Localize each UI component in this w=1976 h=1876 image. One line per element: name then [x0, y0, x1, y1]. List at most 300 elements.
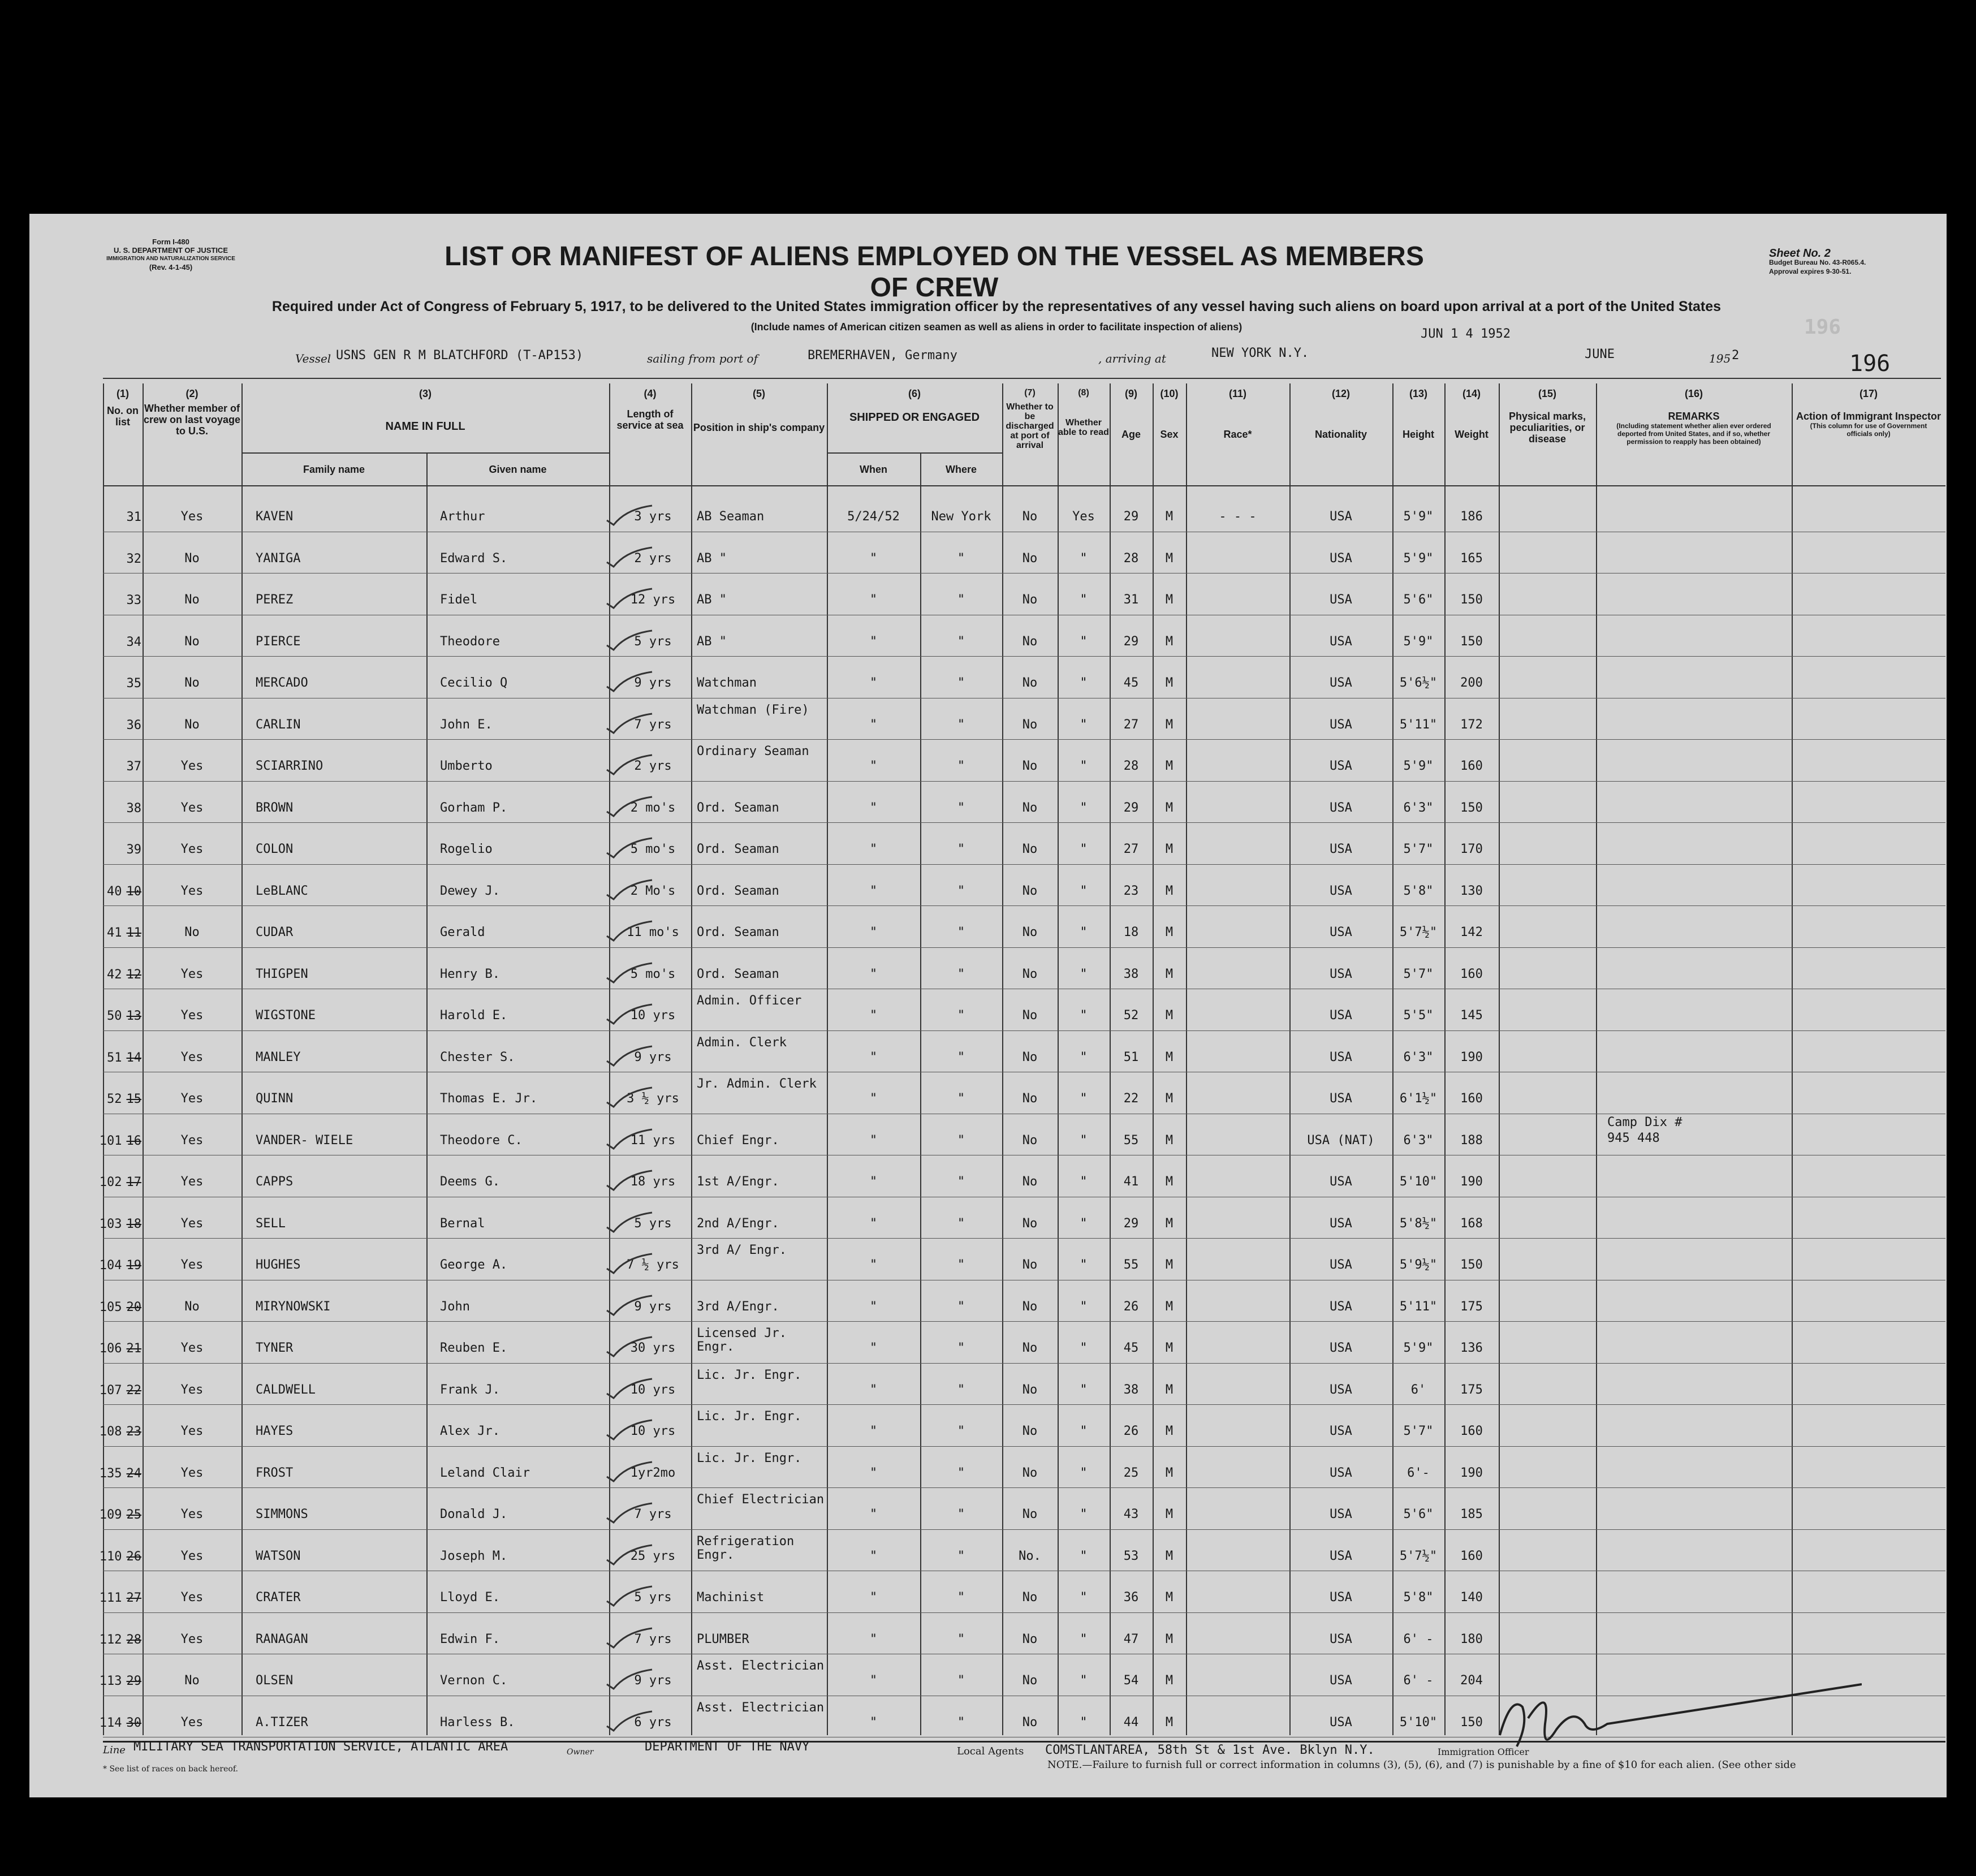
cell-where: " [957, 1175, 965, 1189]
cell-position: Lic. Jr. Engr. [697, 1409, 802, 1424]
page-title: LIST OR MANIFEST OF ALIENS EMPLOYED ON THE VESSEL AS MEMBERS OF CREW [445, 241, 1424, 303]
cell-position: 2nd A/Engr. [697, 1216, 779, 1231]
date-stamp: JUN 1 4 1952 [1421, 327, 1511, 341]
header-service [609, 388, 691, 431]
cell-age: 25 [1123, 1465, 1139, 1480]
header-shipped-label: SHIPPED OR ENGAGED [849, 411, 980, 424]
cell-when: " [869, 1175, 878, 1189]
table-row [99, 1614, 1945, 1655]
header-nationality [1289, 388, 1392, 440]
cell-where: " [957, 1590, 965, 1605]
cell-given: Frank J. [440, 1382, 500, 1397]
cell-when: " [869, 800, 878, 815]
header-action [1792, 388, 1945, 438]
cell-when: " [869, 1507, 878, 1521]
cell-family: SELL [256, 1216, 286, 1231]
cell-when: " [869, 842, 878, 856]
cell-number [98, 1508, 141, 1522]
cell-alt-number: 101 [99, 1133, 122, 1148]
cell-list-number: 38 [126, 801, 141, 816]
header-when: When [860, 464, 887, 475]
cell-crew: Yes [180, 1092, 204, 1106]
cell-when: " [869, 717, 878, 732]
header-physical [1499, 388, 1596, 445]
cell-list-number: 39 [126, 843, 141, 857]
table-row [103, 1032, 1945, 1073]
cell-given: Joseph M. [440, 1549, 508, 1563]
fine-note: NOTE.—Failure to furnish full or correct information in columns (3), (5), (6), and (7) is punishable by a fine of $10 for each alien. (See other side [1047, 1759, 1796, 1771]
cell-weight: 140 [1460, 1590, 1483, 1605]
cell-list-number: 33 [126, 593, 141, 607]
cell-crew: Yes [180, 1216, 204, 1231]
table-row [103, 990, 1945, 1032]
cell-number [98, 1674, 141, 1688]
cell-family: CALDWELL [256, 1382, 316, 1397]
cell-alt-number: 41 [107, 926, 122, 940]
cell-position: Jr. Admin. Clerk [697, 1077, 817, 1091]
check-mark-icon [603, 1002, 654, 1025]
cell-when: " [869, 1549, 878, 1563]
cell-crew: Yes [180, 1341, 204, 1355]
cell-read: " [1080, 925, 1088, 939]
cell-height: 5'9" [1403, 634, 1434, 649]
cell-when: " [869, 925, 878, 939]
cell-service: 9 yrs [634, 1674, 672, 1688]
cell-weight: 168 [1460, 1216, 1483, 1231]
cell-age: 54 [1123, 1674, 1139, 1688]
table-row [103, 491, 1945, 533]
check-mark-icon [603, 628, 654, 651]
cell-height: 5'8½" [1399, 1216, 1438, 1231]
cell-given: Chester S. [440, 1050, 515, 1064]
cell-service: 1yr2mo [630, 1465, 676, 1480]
cell-age: 26 [1123, 1299, 1139, 1314]
cell-given: Bernal [440, 1216, 485, 1231]
header-action-label: Action of Immigrant Inspector [1796, 411, 1942, 422]
cell-where: " [957, 1341, 965, 1355]
check-stroke [607, 1296, 652, 1315]
cell-read: " [1080, 1590, 1088, 1605]
cell-disch: No [1022, 1590, 1038, 1605]
cell-age: 27 [1123, 842, 1139, 856]
cell-age: 44 [1123, 1715, 1139, 1730]
cell-read: " [1080, 1299, 1088, 1314]
cell-family: SCIARRINO [256, 759, 323, 773]
table-row [103, 616, 1945, 658]
cell-height: 5'10" [1399, 1175, 1438, 1189]
cell-service: 7 ½ yrs [627, 1258, 679, 1272]
cell-given: Gerald [440, 925, 485, 939]
table-row [99, 1405, 1945, 1447]
cell-list-number: 34 [126, 635, 141, 649]
header-age [1110, 388, 1153, 440]
cell-position: 3rd A/Engr. [697, 1299, 779, 1314]
cell-service: 9 yrs [634, 676, 672, 690]
header-remarks-label: REMARKS [1668, 411, 1720, 422]
arriving-label: , arriving at [1098, 352, 1166, 365]
line-value: MILITARY SEA TRANSPORTATION SERVICE, ATLANTIC AREA [133, 1740, 508, 1754]
sheet-number: Sheet No. 2 [1769, 247, 1831, 260]
cell-number [98, 1633, 141, 1647]
cell-nat: USA [1330, 1382, 1352, 1397]
cell-age: 23 [1123, 883, 1139, 898]
vessel-label: Vessel [295, 352, 331, 365]
cell-service: 11 mo's [627, 925, 679, 939]
cell-nat: USA [1330, 634, 1352, 649]
check-stroke [607, 963, 652, 982]
cell-nat: USA [1330, 800, 1352, 815]
check-mark-icon [603, 1044, 654, 1067]
cell-given: Theodore [440, 634, 500, 649]
table-row [103, 782, 1945, 824]
table-row [103, 948, 1945, 990]
cell-disch: No [1022, 1507, 1038, 1521]
cell-nat: USA [1330, 842, 1352, 856]
cell-disch: No [1022, 1175, 1038, 1189]
header-no-label: No. on list [107, 405, 139, 428]
cell-alt-number: 135 [99, 1466, 122, 1481]
cell-given: Alex Jr. [440, 1424, 500, 1438]
cell-service: 2 Mo's [630, 883, 676, 898]
cell-remarks: Camp Dix # 945 448 [1607, 1115, 1682, 1145]
cell-list-number: 25 [126, 1508, 141, 1522]
table-row [103, 907, 1945, 948]
cell-weight: 160 [1460, 1424, 1483, 1438]
cell-when: " [869, 1258, 878, 1272]
cell-list-number: 31 [126, 510, 141, 524]
cell-nat: USA [1330, 759, 1352, 773]
header-weight-label: Weight [1455, 429, 1489, 440]
row-rule [103, 1487, 1945, 1488]
check-mark-icon [603, 753, 654, 775]
cell-read: " [1080, 1382, 1088, 1397]
cell-alt-number: 114 [99, 1715, 122, 1730]
cell-age: 22 [1123, 1092, 1139, 1106]
cell-age: 36 [1123, 1590, 1139, 1605]
cell-number [98, 1051, 141, 1065]
cell-position: Admin. Officer [697, 994, 802, 1008]
cell-disch: No [1022, 1008, 1038, 1023]
cell-list-number: 26 [126, 1549, 141, 1564]
cell-height: 6'- [1407, 1465, 1430, 1480]
cell-where: " [957, 1465, 965, 1480]
header-sex-label: Sex [1160, 429, 1179, 440]
cell-height: 5'6½" [1399, 676, 1438, 690]
port-to: NEW YORK N.Y. [1211, 346, 1309, 360]
cell-position: Ord. Seaman [697, 967, 779, 981]
cell-weight: 175 [1460, 1299, 1483, 1314]
cell-nat: USA (NAT) [1307, 1133, 1375, 1148]
cell-position: AB Seaman [697, 510, 765, 524]
header-name-label: NAME IN FULL [385, 420, 465, 433]
cell-sex: M [1165, 800, 1173, 815]
check-stroke [607, 1004, 652, 1024]
cell-age: 28 [1123, 759, 1139, 773]
cell-position: Ord. Seaman [697, 842, 779, 856]
cell-service: 5 yrs [634, 634, 672, 649]
cell-family: A.TIZER [256, 1715, 308, 1730]
cell-weight: 150 [1460, 593, 1483, 607]
header-nationality-num: (12) [1331, 388, 1350, 399]
cell-disch: No. [1019, 1549, 1041, 1563]
cell-height: 6'3" [1403, 1050, 1434, 1064]
subtitle-note: (Include names of American citizen seamen as well as aliens in order to facilitate inspection of aliens) [750, 321, 1242, 333]
cell-crew: No [184, 593, 200, 607]
row-rule [103, 739, 1945, 740]
cell-read: " [1080, 842, 1088, 856]
cell-crew: Yes [180, 510, 204, 524]
cell-list-number: 16 [126, 1133, 141, 1148]
cell-crew: No [184, 676, 200, 690]
cell-read: " [1080, 883, 1088, 898]
cell-given: Harless B. [440, 1715, 515, 1730]
cell-disch: No [1022, 759, 1038, 773]
cell-disch: No [1022, 1133, 1038, 1148]
header-height-label: Height [1403, 429, 1434, 440]
cell-where: " [957, 883, 965, 898]
table-row [99, 1572, 1945, 1614]
stamp-number: 196 [1804, 316, 1841, 339]
cell-height: 5'11" [1399, 1299, 1438, 1314]
department-name: U. S. DEPARTMENT OF JUSTICE [114, 246, 228, 255]
cell-age: 29 [1123, 510, 1139, 524]
header-crew-label: Whether member of crew on last voyage to U.S. [143, 403, 241, 437]
cell-height: 5'8" [1403, 1590, 1434, 1605]
cell-age: 53 [1123, 1549, 1139, 1563]
cell-given: Theodore C. [440, 1133, 523, 1148]
cell-given: Dewey J. [440, 883, 500, 898]
header-action-note: (This column for use of Government officials only) [1810, 422, 1927, 438]
cell-read: " [1080, 593, 1088, 607]
cell-age: 55 [1123, 1133, 1139, 1148]
cell-age: 28 [1123, 551, 1139, 566]
header-position-label: Position in ship's company [693, 422, 825, 433]
cell-sex: M [1165, 883, 1173, 898]
cell-where: " [957, 1258, 965, 1272]
cell-sex: M [1165, 1424, 1173, 1438]
cell-weight: 190 [1460, 1465, 1483, 1480]
cell-where: " [957, 842, 965, 856]
cell-given: John E. [440, 717, 493, 732]
header-remarks-note: (Including statement whether alien ever ordered deported from United States, and if so, whether permission to reapply has been obtained) [1616, 422, 1771, 446]
header-family-name: Family name [303, 464, 365, 475]
cell-given: Leland Clair [440, 1465, 530, 1480]
cell-number [98, 1300, 141, 1314]
cell-read: " [1080, 676, 1088, 690]
cell-family: WATSON [256, 1549, 301, 1563]
cell-where: " [957, 1632, 965, 1646]
check-stroke [607, 631, 652, 650]
cell-nat: USA [1330, 717, 1352, 732]
cell-crew: Yes [180, 1382, 204, 1397]
cell-weight: 130 [1460, 883, 1483, 898]
cell-service: 3 yrs [634, 510, 672, 524]
cell-alt-number: 106 [99, 1342, 122, 1356]
subtitle: Required under Act of Congress of February 5, 1917, to be delivered to the United States immigration officer by the representatives of any vessel having such aliens on board upon arrival at a port of the United States [271, 299, 1722, 314]
cell-read: " [1080, 1632, 1088, 1646]
header-shipped [827, 388, 1002, 423]
cell-alt-number: 42 [107, 967, 122, 982]
sailing-label: sailing from port of [647, 352, 758, 365]
cell-read: " [1080, 1549, 1088, 1563]
form-number: Form I-480 [152, 238, 189, 246]
check-mark-icon [603, 1335, 654, 1357]
row-rule [103, 781, 1945, 782]
cell-alt-number: 109 [99, 1508, 122, 1522]
cell-disch: No [1022, 1341, 1038, 1355]
check-stroke [607, 672, 652, 691]
cell-crew: Yes [180, 1008, 204, 1023]
header-crew [143, 388, 241, 437]
header-name [241, 388, 609, 432]
check-mark-icon [603, 1085, 654, 1108]
cell-where: " [957, 1092, 965, 1106]
cell-service: 2 yrs [634, 551, 672, 566]
cell-position: Licensed Jr. Engr. [697, 1326, 787, 1354]
cell-position: 1st A/Engr. [697, 1175, 779, 1189]
header-crew-num: (2) [185, 388, 199, 399]
cell-list-number: 21 [126, 1342, 141, 1356]
cell-read: " [1080, 1424, 1088, 1438]
cell-nat: USA [1330, 1507, 1352, 1521]
cell-service: 7 yrs [634, 1507, 672, 1521]
header-age-label: Age [1121, 429, 1141, 440]
cell-nat: USA [1330, 1258, 1352, 1272]
cell-position: 3rd A/ Engr. [697, 1243, 787, 1257]
manifest-sheet [29, 214, 1947, 1797]
cell-sex: M [1165, 925, 1173, 939]
cell-age: 26 [1123, 1424, 1139, 1438]
cell-nat: USA [1330, 1590, 1352, 1605]
cell-number [98, 1092, 141, 1106]
form-header-block [103, 238, 239, 271]
cell-number [98, 510, 141, 524]
cell-where: " [957, 759, 965, 773]
cell-disch: No [1022, 551, 1038, 566]
cell-disch: No [1022, 1050, 1038, 1064]
cell-given: Lloyd E. [440, 1590, 500, 1605]
cell-alt-number: 103 [99, 1217, 122, 1231]
check-stroke [607, 1711, 652, 1731]
cell-crew: Yes [180, 1590, 204, 1605]
cell-when: 5/24/52 [847, 510, 900, 524]
cell-sex: M [1165, 1465, 1173, 1480]
cell-crew: No [184, 1674, 200, 1688]
table-row [103, 1073, 1945, 1115]
cell-list-number: 36 [126, 718, 141, 732]
cell-height: 6' [1410, 1382, 1426, 1397]
header-read-label: Whether able to read [1058, 418, 1109, 437]
cell-crew: Yes [180, 1715, 204, 1730]
cell-age: 38 [1123, 967, 1139, 981]
cell-number [98, 760, 141, 774]
cell-height: 5'5" [1403, 1008, 1434, 1023]
cell-weight: 188 [1460, 1133, 1483, 1148]
check-stroke [607, 1171, 652, 1190]
cell-alt-number: 111 [99, 1591, 122, 1605]
cell-height: 6' - [1403, 1632, 1434, 1646]
cell-number [98, 1550, 141, 1564]
cell-family: OLSEN [256, 1674, 294, 1688]
cell-crew: Yes [180, 800, 204, 815]
cell-read: " [1080, 1175, 1088, 1189]
cell-sex: M [1165, 1299, 1173, 1314]
check-stroke [607, 714, 652, 733]
cell-family: SIMMONS [256, 1507, 308, 1521]
cell-weight: 172 [1460, 717, 1483, 732]
cell-number [98, 1467, 141, 1481]
cell-age: 45 [1123, 676, 1139, 690]
cell-service: 5 mo's [630, 967, 676, 981]
header-discharged-label: Whether to be discharged at port of arrival [1006, 402, 1054, 450]
cell-alt-number: 104 [99, 1258, 122, 1273]
check-stroke [607, 797, 652, 816]
cell-service: 3 ½ yrs [627, 1092, 679, 1106]
cell-when: " [869, 551, 878, 566]
header-read-num: (8) [1078, 388, 1089, 398]
cell-service: 5 yrs [634, 1590, 672, 1605]
table-row [99, 1364, 1945, 1406]
header-weight-num: (14) [1462, 388, 1481, 399]
cell-disch: No [1022, 510, 1038, 524]
row-rule [103, 656, 1945, 657]
cell-nat: USA [1330, 593, 1352, 607]
check-stroke [607, 1129, 652, 1149]
cell-list-number: 18 [126, 1217, 141, 1231]
cell-read: Yes [1072, 510, 1095, 524]
check-mark-icon [603, 503, 654, 526]
cell-number [98, 968, 141, 982]
cell-disch: No [1022, 634, 1038, 649]
cell-crew: Yes [180, 1507, 204, 1521]
cell-list-number: 13 [126, 1009, 141, 1023]
row-rule [103, 1030, 1945, 1031]
cell-disch: No [1022, 717, 1038, 732]
cell-list-number: 30 [126, 1715, 141, 1730]
cell-weight: 204 [1460, 1674, 1483, 1688]
cell-position: AB " [697, 593, 727, 607]
cell-given: Vernon C. [440, 1674, 508, 1688]
cell-position: Asst. Electrician [697, 1700, 825, 1715]
cell-read: " [1080, 1216, 1088, 1231]
table-row [103, 657, 1945, 699]
cell-disch: No [1022, 967, 1038, 981]
cell-sex: M [1165, 593, 1173, 607]
cell-disch: No [1022, 1216, 1038, 1231]
cell-weight: 165 [1460, 551, 1483, 566]
cell-position: Machinist [697, 1590, 765, 1605]
cell-crew: Yes [180, 883, 204, 898]
cell-sex: M [1165, 1216, 1173, 1231]
cell-height: 6'3" [1403, 800, 1434, 815]
cell-alt-number: 102 [99, 1175, 122, 1189]
cell-nat: USA [1330, 1341, 1352, 1355]
cell-height: 6' - [1403, 1674, 1434, 1688]
cell-service: 9 yrs [634, 1299, 672, 1314]
header-physical-label: Physical marks, peculiarities, or disease [1508, 411, 1586, 445]
cell-given: Henry B. [440, 967, 500, 981]
cell-family: TYNER [256, 1341, 294, 1355]
cell-nat: USA [1330, 1175, 1352, 1189]
cell-weight: 160 [1460, 1549, 1483, 1563]
form-revision: (Rev. 4-1-45) [149, 263, 193, 271]
cell-sex: M [1165, 1008, 1173, 1023]
cell-height: 5'9½" [1399, 1258, 1438, 1272]
cell-where: " [957, 1674, 965, 1688]
cell-read: " [1080, 1507, 1088, 1521]
cell-list-number: 24 [126, 1466, 141, 1481]
cell-height: 5'9" [1403, 759, 1434, 773]
